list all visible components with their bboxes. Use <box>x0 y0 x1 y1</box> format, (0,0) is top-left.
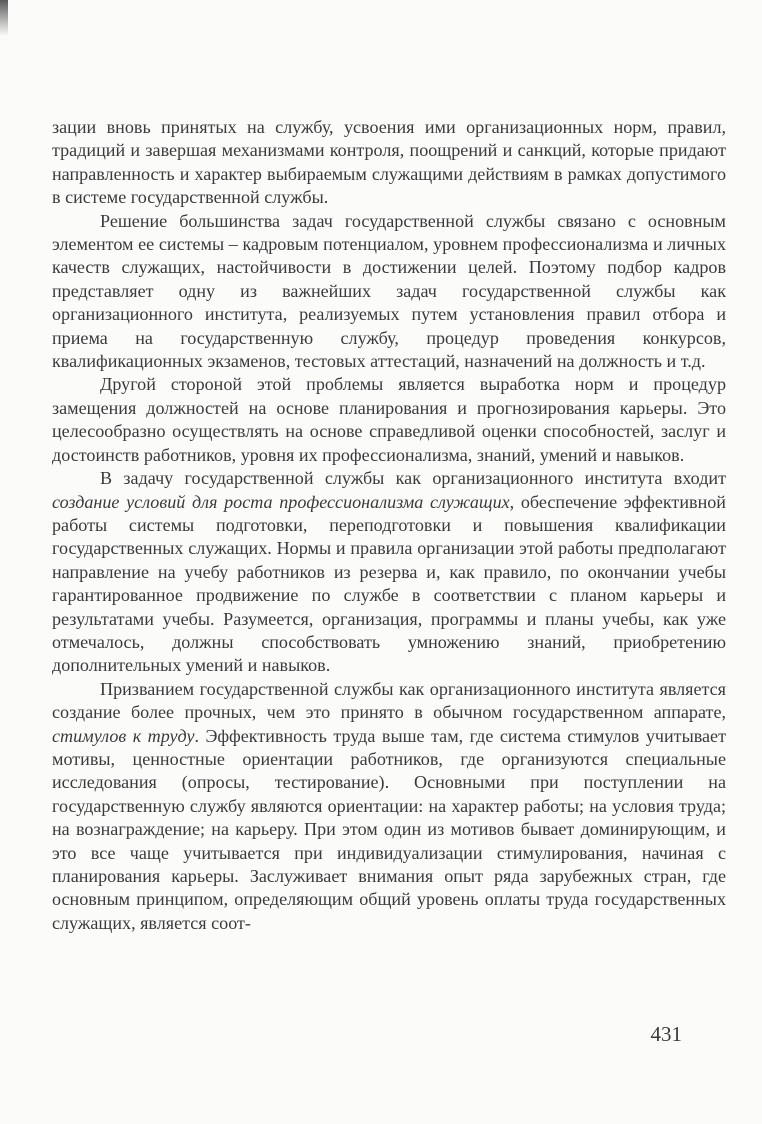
paragraph-5-text-a: Призванием государственной службы как организационного института является создание более прочных, чем это принято в обычном государственном аппарате, <box>52 678 726 723</box>
paragraph-3 <box>52 373 726 467</box>
paragraph-2 <box>52 210 726 374</box>
paragraph-5-italic-phrase: стимулов к труду <box>52 725 195 746</box>
page-body <box>52 116 726 935</box>
paragraph-1 <box>52 116 726 210</box>
paragraph-1-text: зации вновь принятых на службу, усвоения ими организационных норм, правил, традиций и завершая механизмами контроля, поощрений и санкций, которые придают направленность и характер выбираемым служащими действиям в рамках допустимого в системе государственной службы. <box>52 117 726 208</box>
paragraph-3-text: Другой стороной этой проблемы является выработка норм и процедур замещения должностей на основе планирования и прогнозирования карьеры. Это целесообразно осуществлять на основе справедливой оценки способностей, заслуг и достоинств работников, уровня их профессионализма, знаний, умений и навыков. <box>52 374 726 465</box>
paragraph-5 <box>52 678 726 935</box>
paragraph-4-italic-phrase: создание условий для роста профессионализма служащих <box>52 491 510 512</box>
paragraph-4-text-a: В задачу государственной службы как организационного института входит <box>100 468 726 489</box>
scan-corner-shadow <box>0 0 8 36</box>
paragraph-2-text: Решение большинства задач государственной службы связано с основным элементом ее системы – кадровым потенциалом, уровнем профессионализма и личных качеств служащих, настойчивости в достижении целей. Поэтому подбор кадров представляет одну из важнейших задач государственной службы как организационного института, реализуемых путем установления правил отбора и приема на государственную службу, процедур проведения конкурсов, квалификационных экзаменов, тестовых аттестаций, назначений на должность и т.д. <box>52 210 726 372</box>
page-number: 431 <box>650 1022 682 1046</box>
paragraph-5-text-b: . Эффективность труда выше там, где система стимулов учитывает мотивы, ценностные ориентации работников, где организуются специальные исследования (опросы, тестирование). Основными при поступлении на государственную службу являются ориентации: на характер работы; на условия труда; на вознаграждение; на карьеру. При этом один из мотивов бывает доминирующим, и это все чаще учитывается при индивидуализации стимулирования, начиная с планирования карьеры. Заслуживает внимания опыт ряда зарубежных стран, где основным принципом, определяющим общий уровень оплаты труда государственных служащих, является соот- <box>52 725 726 933</box>
paragraph-4-text-b: , обеспечение эффективной работы системы подготовки, переподготовки и повышения квалификации государственных служащих. Нормы и правила организации этой работы предполагают направление на учебу работников из резерва и, как правило, по окончании учебы гарантированное продвижение по службе в соответствии с планом карьеры и результатами учебы. Разумеется, организация, программы и планы учебы, как уже отмечалось, должны способствовать умножению знаний, приобретению дополнительных умений и навыков. <box>52 491 726 676</box>
paragraph-4 <box>52 467 726 678</box>
